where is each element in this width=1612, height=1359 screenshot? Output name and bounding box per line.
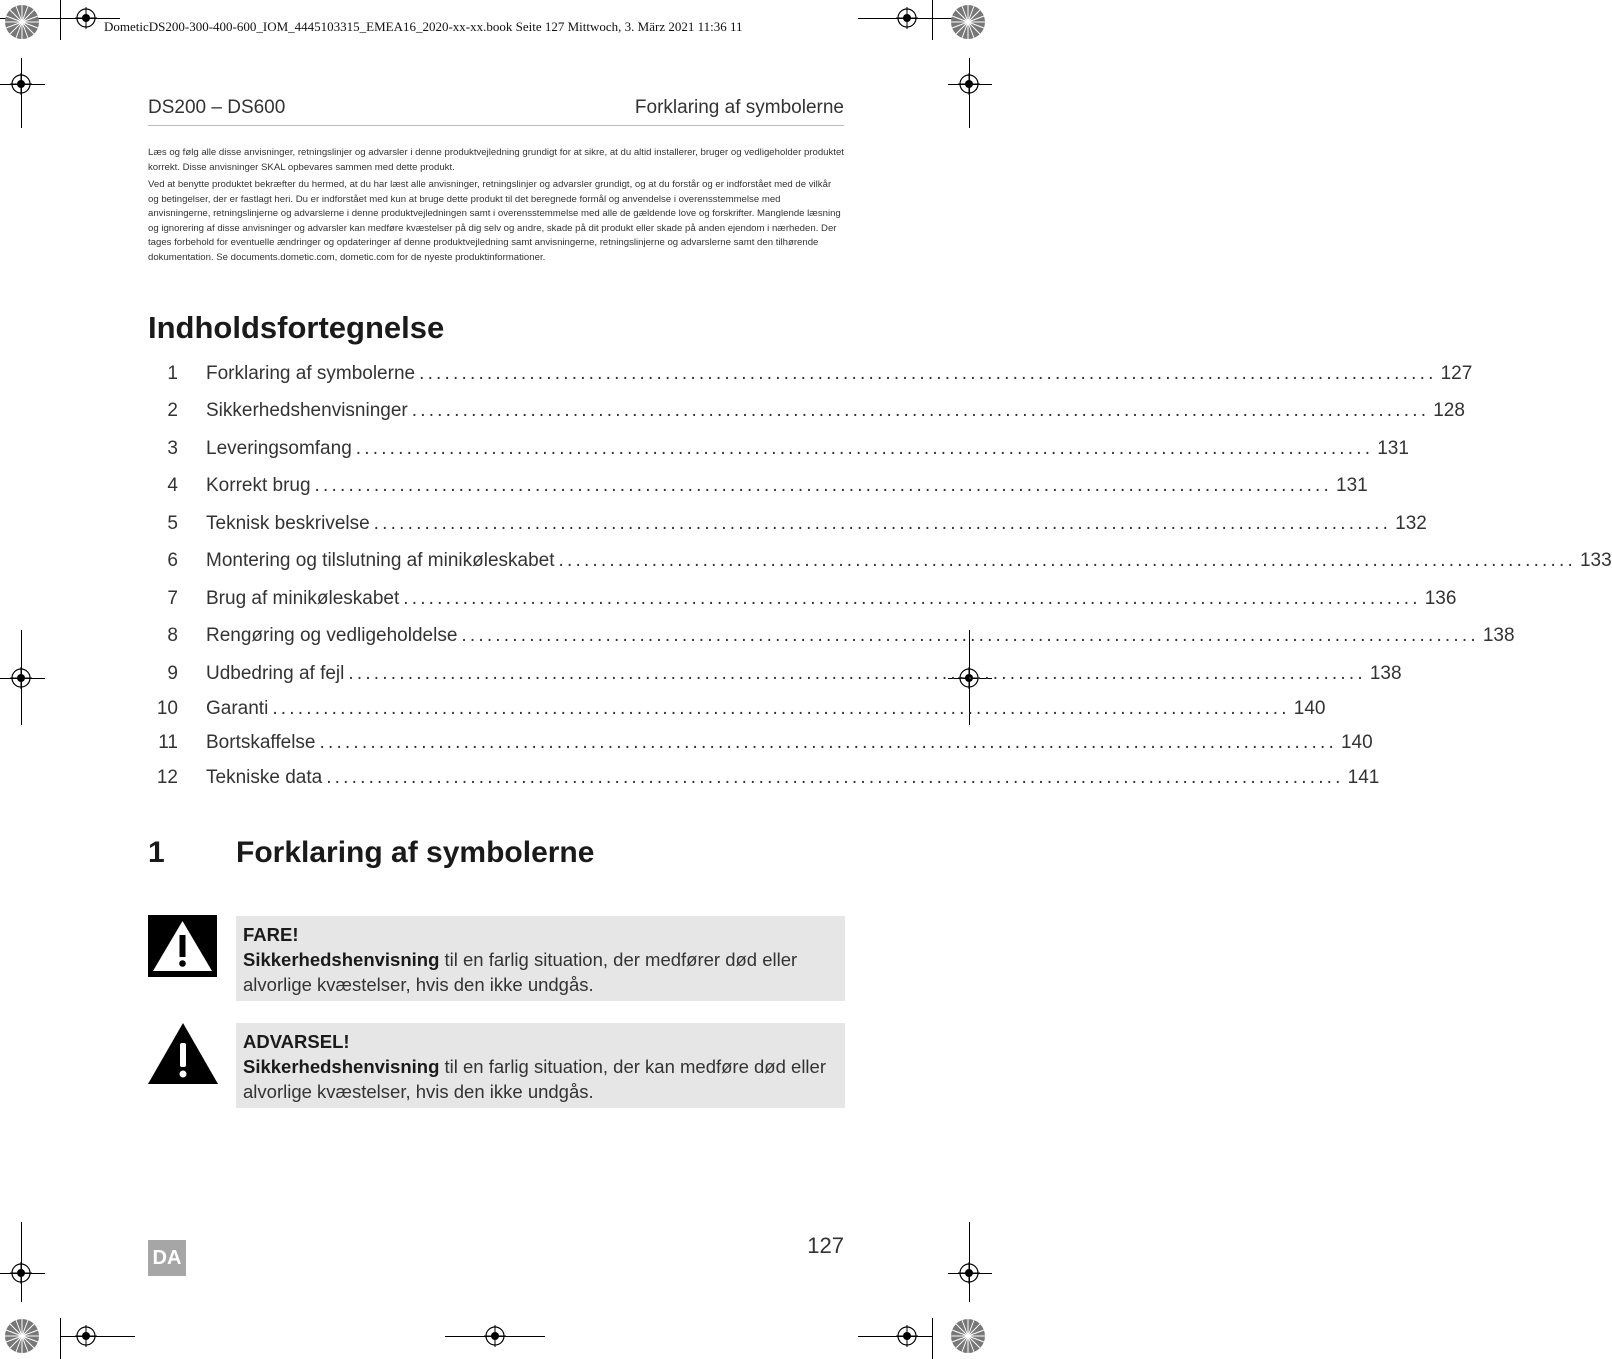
header-divider — [148, 125, 844, 126]
toc-leader-dots: ........................................................................................................................ — [348, 663, 1366, 684]
toc-entry[interactable] — [148, 513, 1427, 539]
registration-mark-icon — [958, 73, 980, 95]
toc-leader-dots: ........................................................................................................................ — [272, 698, 1290, 719]
toc-entry-title: Rengøring og vedligeholdelse — [206, 625, 458, 646]
warning-triangle-icon — [148, 1023, 218, 1085]
toc-entry-page: 140 — [1293, 698, 1326, 719]
toc-entry-page: 132 — [1395, 513, 1427, 534]
toc-title: Indholdsfortegnelse — [148, 310, 445, 345]
toc-leader-dots: ........................................................................................................................ — [411, 400, 1430, 421]
danger-notice-text: til en farlig situation, der medfører død eller alvorlige kvæstelser, hvis den ikke undgås. — [243, 949, 798, 995]
toc-entry[interactable] — [148, 438, 1409, 464]
toc-leader-dots: ........................................................................................................................ — [461, 625, 1479, 646]
toc-entry[interactable] — [148, 475, 1368, 501]
toc-entry-number: 10 — [156, 698, 178, 719]
toc-entry[interactable] — [148, 625, 1515, 651]
toc-entry-page: 136 — [1424, 588, 1457, 609]
toc-entry[interactable] — [148, 663, 1402, 689]
section-number: 1 — [148, 836, 165, 869]
registration-mark-icon — [958, 1262, 980, 1284]
toc-leader-dots: ........................................................................................................................ — [403, 588, 1421, 609]
toc-entry-title: Montering og tilslutning af minikøleskabet — [206, 550, 555, 571]
toc-entry-number: 9 — [167, 663, 178, 684]
toc-entry-page: 131 — [1377, 438, 1409, 459]
color-calibration-star-icon — [950, 4, 986, 40]
toc-entry-title: Forklaring af symbolerne — [206, 363, 416, 384]
toc-entry-page: 138 — [1369, 663, 1402, 684]
toc-entry-number: 12 — [156, 767, 178, 788]
toc-entry[interactable] — [148, 550, 1612, 576]
page-number: 127 — [807, 1233, 844, 1258]
color-calibration-star-icon — [4, 1318, 40, 1354]
toc-entry-number: 8 — [167, 625, 178, 646]
color-calibration-star-icon — [950, 1318, 986, 1354]
toc-entry-number: 5 — [167, 513, 178, 534]
registration-mark-icon — [10, 1262, 32, 1284]
print-info-line: DometicDS200-300-400-600_IOM_4445103315_EMEA16_2020-xx-xx.book Seite 127 Mittwoch, 3. März 2021 11:36 11 — [104, 19, 743, 34]
toc-entry-number: 4 — [167, 475, 178, 496]
toc-entry-number: 6 — [167, 550, 178, 571]
toc-entry[interactable] — [148, 588, 1457, 614]
toc-leader-dots: ........................................................................................................................ — [355, 438, 1374, 459]
toc-leader-dots: ........................................................................................................................ — [558, 550, 1576, 571]
registration-mark-icon — [75, 7, 97, 29]
toc-entry-title: Garanti — [206, 698, 269, 719]
toc-entry-number: 3 — [167, 438, 178, 459]
toc-entry[interactable] — [148, 400, 1465, 426]
toc-entry[interactable] — [148, 767, 1380, 793]
toc-entry-title: Bortskaffelse — [206, 732, 316, 753]
header-section-title: Forklaring af symbolerne — [634, 97, 844, 118]
toc-entry-page: 128 — [1433, 400, 1465, 421]
toc-entry-page: 138 — [1482, 625, 1515, 646]
registration-mark-icon — [896, 7, 918, 29]
toc-entry-title: Brug af minikøleskabet — [206, 588, 400, 609]
toc-entry-page: 140 — [1340, 732, 1373, 753]
warning-notice-strong: Sikkerhedshenvisning — [243, 1056, 440, 1077]
toc-leader-dots: ........................................................................................................................ — [373, 513, 1392, 534]
toc-entry-number: 11 — [158, 732, 178, 753]
toc-entry-title: Leveringsomfang — [206, 438, 352, 459]
registration-mark-icon — [75, 1325, 97, 1347]
registration-mark-icon — [10, 667, 32, 689]
toc-entry-page: 127 — [1440, 363, 1473, 384]
registration-mark-icon — [10, 73, 32, 95]
toc-entry-number: 2 — [167, 400, 178, 421]
toc-entry-page: 133 — [1579, 550, 1612, 571]
warning-notice-text: til en farlig situation, der kan medføre død eller alvorlige kvæstelser, hvis den ikke undgås. — [243, 1056, 826, 1102]
toc-entry-page: 131 — [1336, 475, 1368, 496]
registration-mark-icon — [896, 1325, 918, 1347]
toc-entry-title: Korrekt brug — [206, 475, 311, 496]
danger-warning-square-icon — [148, 915, 217, 977]
danger-label: FARE! — [243, 924, 299, 945]
toc-entry-title: Sikkerhedshenvisninger — [206, 400, 408, 421]
toc-entry-title: Udbedring af fejl — [206, 663, 345, 684]
registration-mark-icon — [484, 1325, 506, 1347]
toc-entry-number: 1 — [167, 363, 178, 384]
toc-leader-dots: ........................................................................................................................ — [319, 732, 1337, 753]
toc-leader-dots: ........................................................................................................................ — [419, 363, 1437, 384]
warning-label: ADVARSEL! — [243, 1031, 350, 1052]
toc-entry[interactable] — [148, 698, 1326, 724]
toc-entry[interactable] — [148, 363, 1473, 389]
toc-leader-dots: ........................................................................................................................ — [326, 767, 1344, 788]
intro-paragraph: Ved at benytte produktet bekræfter du hermed, at du har læst alle anvisninger, retningslinjer og advarsler grundigt, og at du forstår og er indforstået med de vilkår og betingelser, der er fastlagt heri. Du er indforstået med kun at bruge dette produkt til det beregnede formål og anvendelse i overensstemmelse med anvisningerne, retningslinjerne og advarslerne i denne produktvejledningen samt i overensstemmelse med alle de gældende love og forskrifter. Manglende læsning og ignorering af disse anvisninger og advarsler kan medføre kvæstelser på dig selv og andre, skade på dit produkt eller skade på anden ejendom i nærheden. Der tages forbehold for eventuelle ændringer og opdateringer af denne produktvejledning samt anvisningerne, retningslinjerne og advarslerne samt den tilhørende dokumentation. Se documents.dometic.com, dometic.com for de nyeste produktinformationer. — [148, 179, 841, 263]
section-title: Forklaring af symbolerne — [236, 836, 595, 869]
toc-entry-title: Tekniske data — [206, 767, 323, 788]
danger-notice-box — [236, 916, 845, 1001]
toc-entry-title: Teknisk beskrivelse — [206, 513, 370, 534]
toc-leader-dots: ........................................................................................................................ — [314, 475, 1333, 496]
color-calibration-star-icon — [4, 4, 40, 40]
language-badge: DA — [148, 1240, 186, 1276]
warning-notice-box — [236, 1023, 845, 1108]
danger-notice-strong: Sikkerhedshenvisning — [243, 949, 440, 970]
toc-entry-page: 141 — [1347, 767, 1380, 788]
toc-entry[interactable] — [148, 732, 1373, 758]
toc-entry-number: 7 — [167, 588, 178, 609]
intro-paragraph: Læs og følg alle disse anvisninger, retningslinjer og advarsler i denne produktvejledning grundigt for at sikre, at du altid installerer, bruger og vedligeholder produktet korrekt. Disse anvisninger SKAL opbevares sammen med dette produkt. — [148, 147, 844, 173]
header-product-name: DS200 – DS600 — [148, 97, 286, 118]
